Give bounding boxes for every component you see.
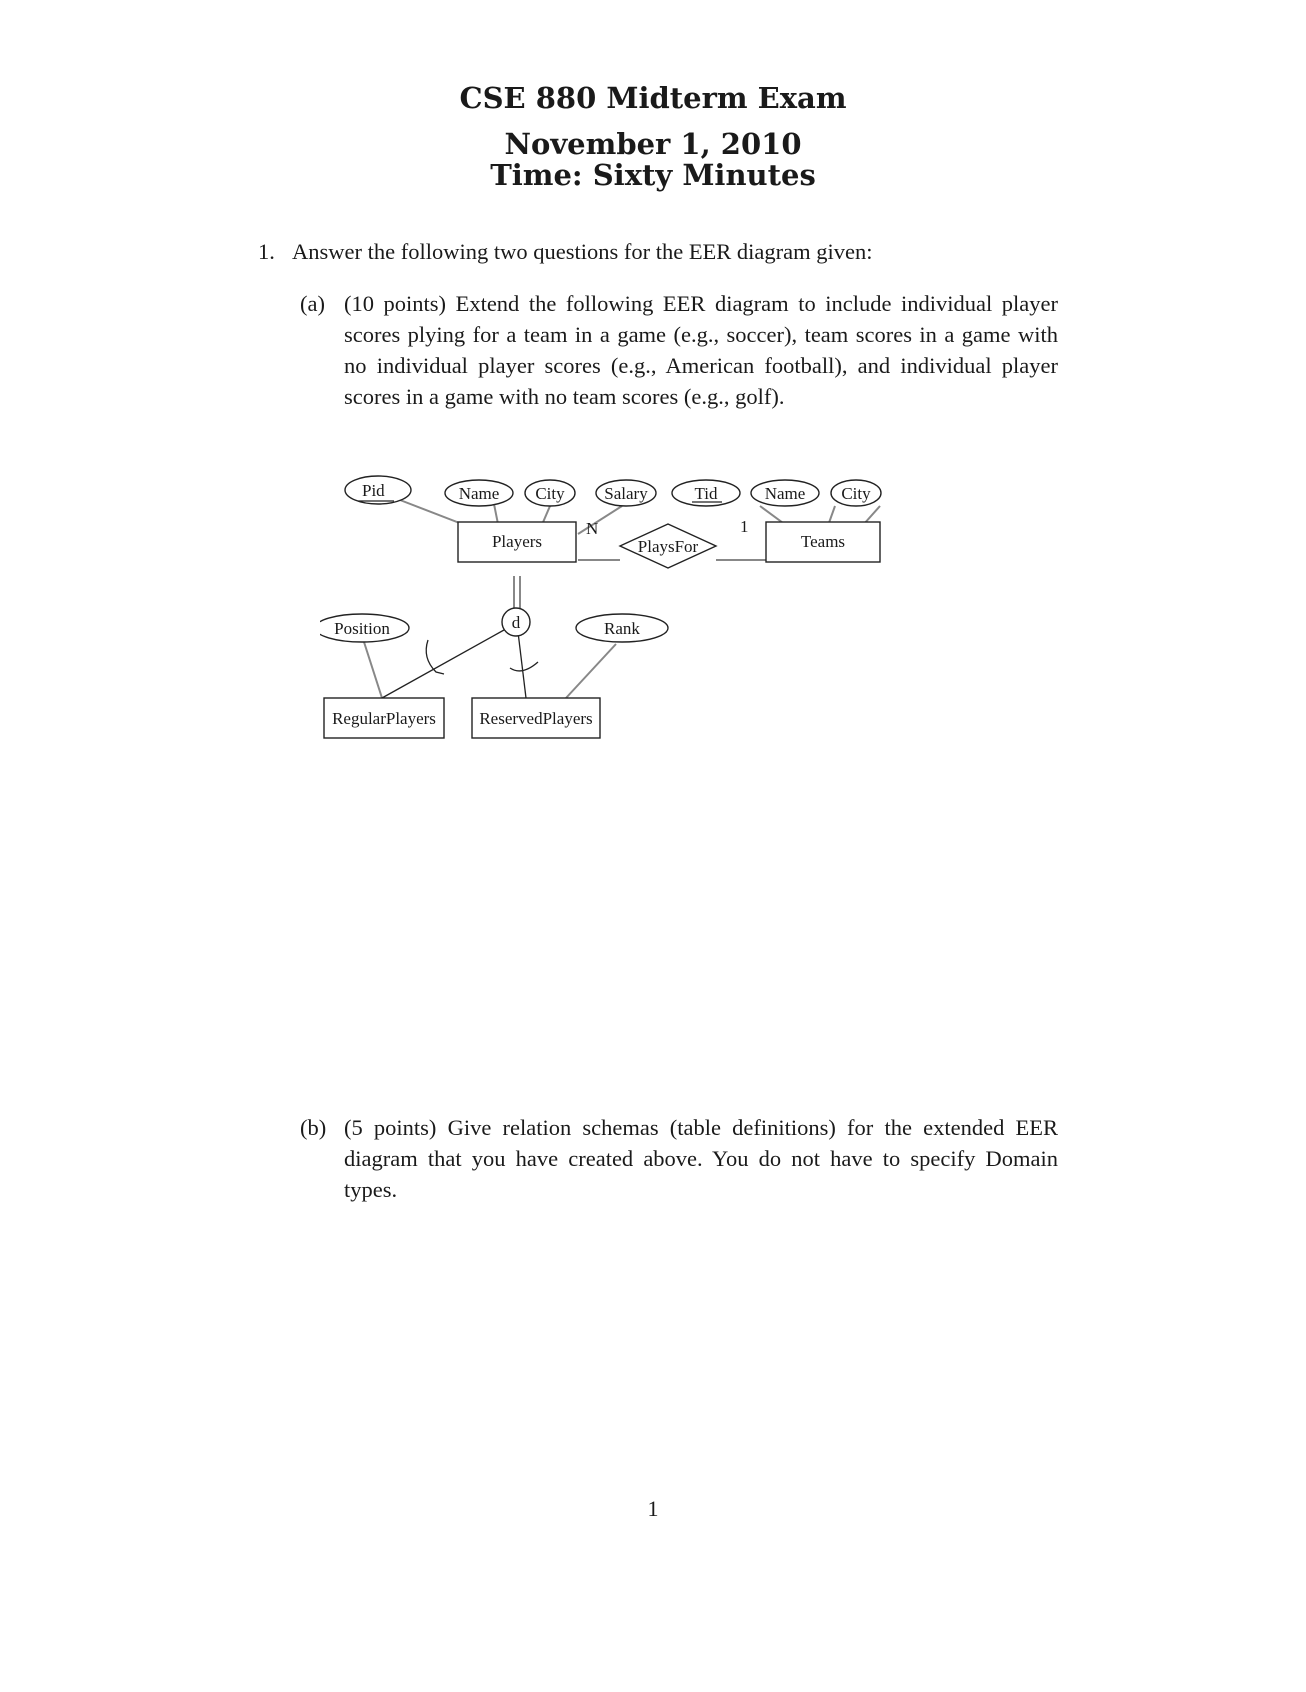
page-number: 1 [647, 1496, 659, 1521]
question-1-text: Answer the following two questions for the EER diagram given: [292, 239, 873, 264]
subset-symbol-reserved [510, 662, 538, 671]
cardinality-1: 1 [740, 517, 749, 536]
question-1-number: 1. [258, 239, 275, 264]
disjoint-circle [502, 608, 530, 636]
svg-text:Rank: Rank [604, 619, 640, 638]
entity-regular-players [324, 698, 444, 738]
svg-text:Players: Players [491, 532, 543, 551]
question-1-part-b [300, 1112, 1058, 1205]
svg-text:Salary: Salary [604, 484, 648, 503]
eer-diagram [320, 462, 970, 742]
exam-date: November 1, 2010 [504, 127, 802, 161]
question-1 [258, 236, 1058, 267]
part-b-label: (b) [300, 1115, 327, 1140]
svg-text:Name: Name [458, 484, 500, 503]
attribute-player-name [445, 480, 513, 506]
part-a-label: (a) [300, 291, 325, 316]
part-a-text: (10 points) Extend the following EER diagram to include individual player scores plying for a team in a game (e.g., soccer), team scores in a game with no individual player scores (e.g., American football), and individual player scores in a game with no team scores (e.g., golf). [344, 291, 1058, 409]
entity-teams [766, 522, 880, 562]
svg-text:Position: Position [334, 619, 390, 638]
attribute-rank [576, 614, 668, 642]
attribute-pid [345, 476, 411, 504]
attribute-tid [672, 480, 740, 506]
cardinality-n: N [586, 519, 599, 538]
question-1-part-a [300, 288, 1058, 412]
svg-text:City: City [535, 484, 565, 503]
entity-reserved-players [472, 698, 600, 738]
attribute-position [320, 614, 409, 642]
attribute-team-city [831, 480, 881, 506]
svg-text:d: d [511, 613, 521, 632]
exam-title: CSE 880 Midterm Exam [459, 81, 847, 115]
relationship-plays-for [620, 524, 716, 568]
svg-text:Teams: Teams [800, 532, 846, 551]
attribute-salary [596, 480, 656, 506]
exam-time: Time: Sixty Minutes [490, 158, 816, 192]
part-b-text: (5 points) Give relation schemas (table definitions) for the extended EER diagram that you have created above. You do not have to specify Domain types. [344, 1115, 1058, 1202]
attribute-team-name [751, 480, 819, 506]
svg-text:City: City [841, 484, 871, 503]
attribute-player-city [525, 480, 575, 506]
svg-text:RegularPlayers: RegularPlayers [332, 709, 436, 728]
svg-text:PlaysFor: PlaysFor [637, 537, 699, 556]
svg-text:Pid: Pid [362, 481, 385, 500]
svg-text:Tid: Tid [694, 484, 718, 503]
svg-text:ReservedPlayers: ReservedPlayers [479, 709, 593, 728]
specialization-lines [382, 630, 538, 698]
entity-players [458, 522, 576, 562]
svg-text:Name: Name [764, 484, 806, 503]
